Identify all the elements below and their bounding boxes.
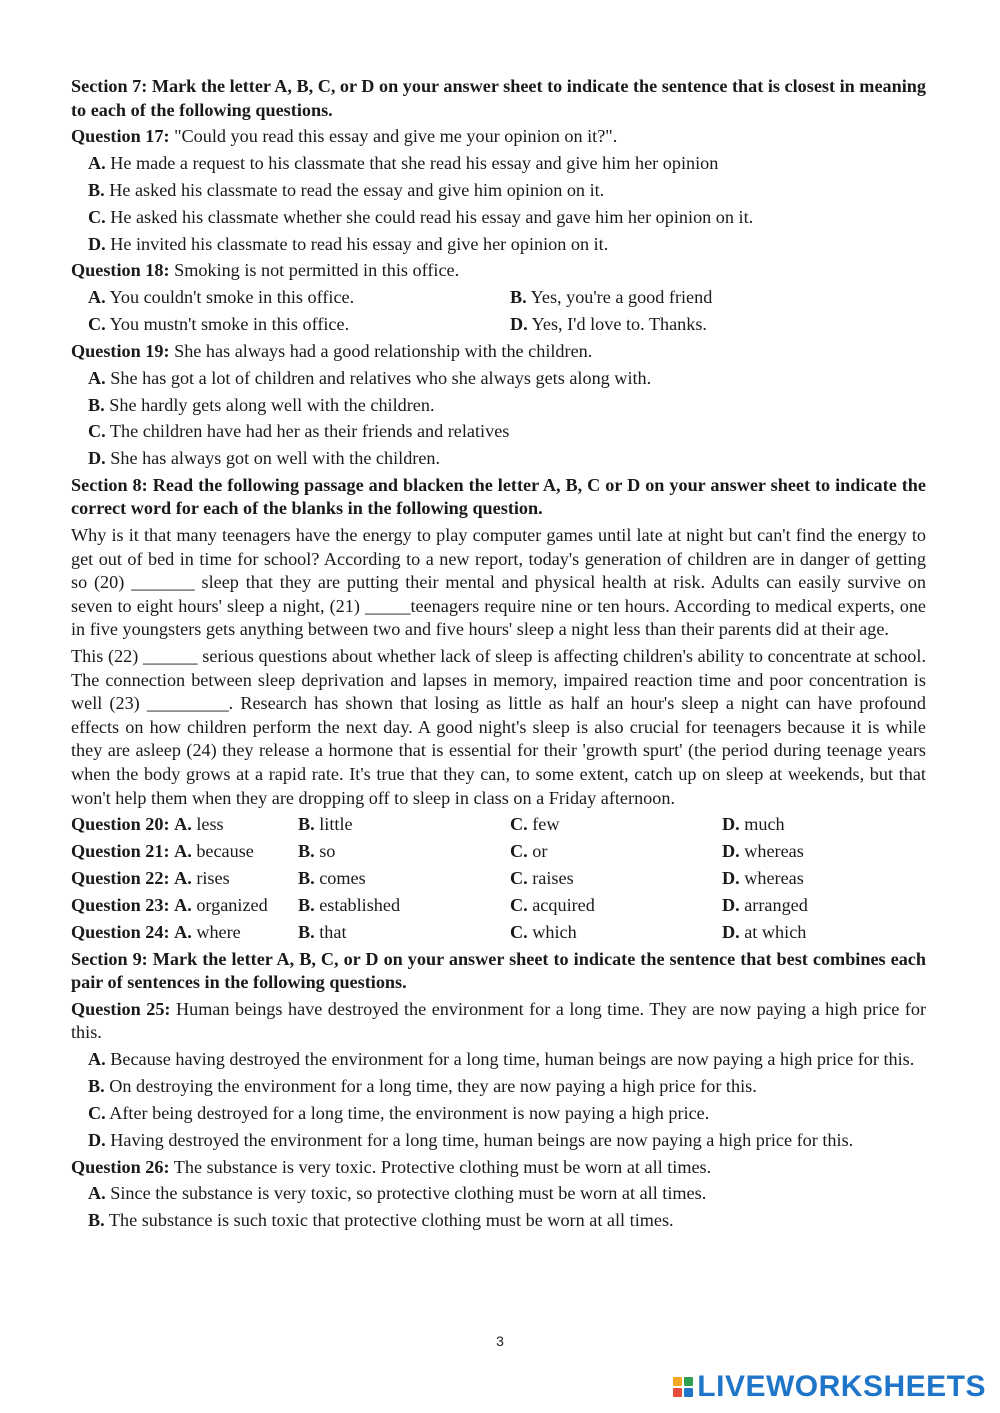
option[interactable]: B. established (298, 895, 401, 916)
option[interactable]: B. comes (298, 868, 366, 889)
option[interactable]: C. The children have had her as their friends and relatives (88, 421, 510, 442)
passage-paragraph-1: Why is it that many teenagers have the energy to play computer games until late at night but can't find the energy to get out of bed in time for school? According to a new report, today's generation of children are in danger of getting so (20) _______ sleep that they are putting their mental and physical health at risk. Adults can easily survive on seven to eight hours' sleep a night, (21) _____teenagers require nine or ten hours. According to medical experts, one in five youngsters gets anything between two and five hours' sleep a night less than their parents did at their age. (71, 525, 926, 640)
option[interactable]: Question 22: A. rises (71, 868, 230, 889)
question-17: Question 17: "Could you read this essay and give me your opinion on it?". (71, 126, 618, 147)
option[interactable]: C. few (510, 814, 560, 835)
option[interactable]: B. that (298, 922, 347, 943)
question-25: Question 25: Human beings have destroyed the environment for a long time. They are now paying a high price for this. (71, 998, 926, 1043)
option[interactable]: A. You couldn't smoke in this office. (88, 287, 355, 308)
option[interactable]: C. He asked his classmate whether she could read his essay and gave him her opinion on it. (88, 206, 754, 227)
option[interactable]: B. so (298, 841, 336, 862)
section-8-heading: Section 8: Read the following passage and blacken the letter A, B, C or D on your answer sheet to indicate the correct word for each of the blanks in the following question. (71, 474, 926, 519)
option[interactable]: A. Because having destroyed the environment for a long time, human beings are now paying a high price for this. (88, 1049, 915, 1070)
option[interactable]: C. You mustn't smoke in this office. (88, 314, 350, 335)
option[interactable]: A. Since the substance is very toxic, so protective clothing must be worn at all times. (88, 1183, 707, 1204)
logo-square (673, 1388, 682, 1397)
option[interactable]: B. She hardly gets along well with the children. (88, 394, 435, 415)
logo-square (684, 1388, 693, 1397)
page-number: 3 (496, 1333, 504, 1349)
liveworksheets-logo[interactable] (673, 1372, 986, 1402)
option[interactable]: Question 20: A. less (71, 814, 224, 835)
option[interactable]: D. whereas (722, 841, 804, 862)
option-row (71, 286, 926, 310)
option[interactable]: D. Yes, I'd love to. Thanks. (510, 314, 707, 335)
question-19: Question 19: She has always had a good relationship with the children. (71, 340, 593, 361)
brand-name: LIVEWORKSHEETS (697, 1370, 986, 1403)
section-7-heading: Section 7: Mark the letter A, B, C, or D on your answer sheet to indicate the sentence that is closest in meaning to each of the following questions. (71, 76, 926, 120)
logo-grid-icon (673, 1377, 693, 1397)
logo-square (684, 1377, 693, 1386)
answer-row-question-23 (71, 894, 926, 918)
option[interactable]: Question 21: A. because (71, 841, 254, 862)
option[interactable]: B. The substance is such toxic that protective clothing must be worn at all times. (88, 1210, 674, 1231)
worksheet-page (71, 72, 926, 1233)
option[interactable]: B. On destroying the environment for a long time, they are now paying a high price for this. (88, 1076, 757, 1097)
answer-row-question-24 (71, 921, 926, 945)
option[interactable]: Question 23: A. organized (71, 895, 268, 916)
option[interactable]: D. Having destroyed the environment for a long time, human beings are now paying a high price for this. (88, 1129, 854, 1150)
option[interactable]: B. little (298, 814, 353, 835)
option[interactable]: C. acquired (510, 895, 595, 916)
option[interactable]: D. arranged (722, 895, 808, 916)
option[interactable]: A. She has got a lot of children and relatives who she always gets along with. (88, 367, 652, 388)
option[interactable]: Question 24: A. where (71, 922, 241, 943)
answer-row-question-21 (71, 840, 926, 864)
option[interactable]: D. She has always got on well with the children. (88, 448, 441, 469)
question-26: Question 26: The substance is very toxic. Protective clothing must be worn at all times. (71, 1156, 712, 1177)
passage-paragraph-2: This (22) ______ serious questions about whether lack of sleep is affecting children's ability to concentrate at school. The connection between sleep deprivation and lapses in memory, impaired reaction time and poor concentration is well (23) _________. Research has shown that losing as little as half an hour's sleep a night can have profound effects on how children perform the next day. A good night's sleep is also crucial for teenagers because it is while they are asleep (24) they release a hormone that is essential for their 'growth spurt' (the period during teenage years when the body grows at a rapid rate. It's true that they can, to some extent, catch up on sleep at weekends, but that won't help them when they are dropping off to sleep in class on a Friday afternoon. (71, 646, 926, 808)
option[interactable]: B. Yes, you're a good friend (510, 287, 713, 308)
question-18: Question 18: Smoking is not permitted in this office. (71, 260, 460, 281)
option[interactable]: D. whereas (722, 868, 804, 889)
option[interactable]: C. After being destroyed for a long time, the environment is now paying a high price. (88, 1103, 710, 1124)
option[interactable]: B. He asked his classmate to read the essay and give him opinion on it. (88, 179, 605, 200)
option[interactable]: D. at which (722, 922, 807, 943)
answer-row-question-20 (71, 813, 926, 837)
option[interactable]: D. He invited his classmate to read his essay and give her opinion on it. (88, 233, 609, 254)
option[interactable]: C. raises (510, 868, 574, 889)
option[interactable]: C. or (510, 841, 548, 862)
option-row (71, 313, 926, 337)
option[interactable]: C. which (510, 922, 577, 943)
answer-row-question-22 (71, 867, 926, 891)
section-9-heading: Section 9: Mark the letter A, B, C, or D on your answer sheet to indicate the sentence that best combines each pair of sentences in the following questions. (71, 948, 926, 993)
option[interactable]: A. He made a request to his classmate that she read his essay and give him her opinion (88, 153, 719, 174)
option[interactable]: D. much (722, 814, 785, 835)
logo-square (673, 1377, 682, 1386)
